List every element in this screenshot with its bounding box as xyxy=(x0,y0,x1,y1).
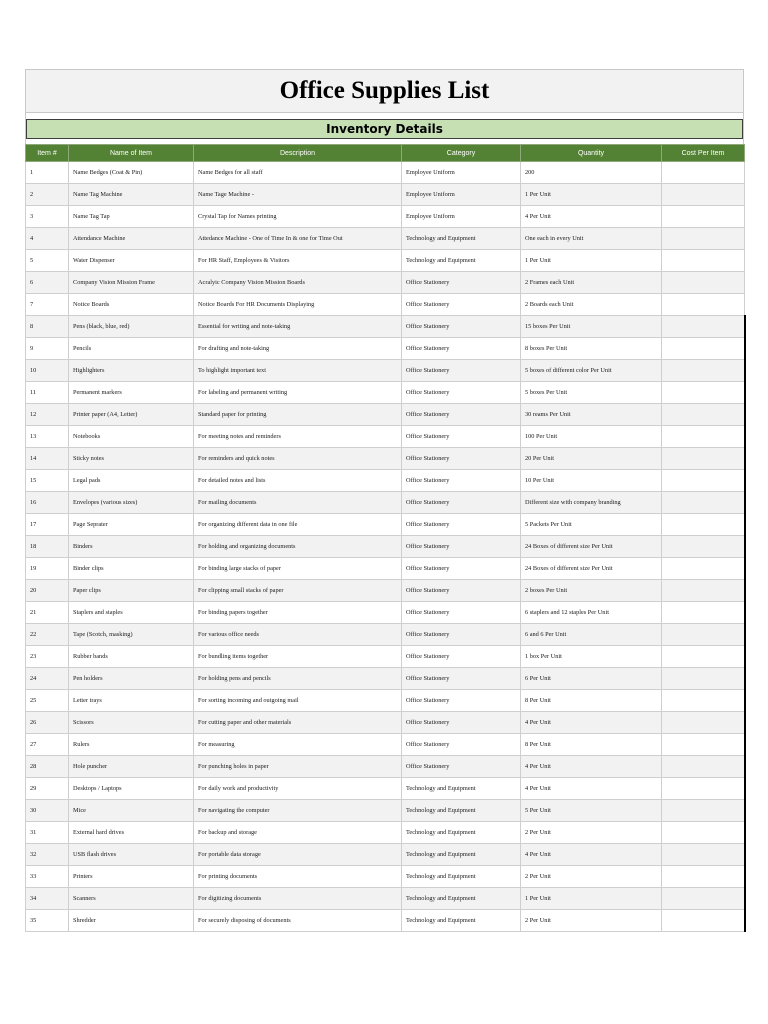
cell-cost xyxy=(662,338,745,360)
table-row xyxy=(26,382,745,404)
cell-cost xyxy=(662,602,745,624)
cell-name: Letter trays xyxy=(69,690,194,712)
cell-category: Technology and Equipment xyxy=(402,250,521,272)
cell-quantity: 2 Boards each Unit xyxy=(521,294,662,316)
cell-item-number: 32 xyxy=(26,844,69,866)
cell-category: Office Stationery xyxy=(402,624,521,646)
column-header-name: Name of Item xyxy=(69,145,194,162)
cell-name: Tape (Scotch, masking) xyxy=(69,624,194,646)
cell-item-number: 26 xyxy=(26,712,69,734)
cell-name: Permanent markers xyxy=(69,382,194,404)
cell-description: Name Tage Machine - xyxy=(194,184,402,206)
cell-item-number: 7 xyxy=(26,294,69,316)
cell-description: Crystal Tap for Names printing xyxy=(194,206,402,228)
cell-category: Office Stationery xyxy=(402,536,521,558)
table-header-row xyxy=(26,145,745,162)
table-row xyxy=(26,338,745,360)
cell-quantity: 2 Frames each Unit xyxy=(521,272,662,294)
cell-cost xyxy=(662,800,745,822)
cell-description: For measuring xyxy=(194,734,402,756)
cell-category: Office Stationery xyxy=(402,382,521,404)
table-row xyxy=(26,316,745,338)
cell-category: Office Stationery xyxy=(402,668,521,690)
cell-quantity: 1 Per Unit xyxy=(521,888,662,910)
cell-category: Technology and Equipment xyxy=(402,888,521,910)
cell-category: Employee Uniform xyxy=(402,162,521,184)
table-row xyxy=(26,778,745,800)
cell-category: Office Stationery xyxy=(402,734,521,756)
cell-category: Office Stationery xyxy=(402,690,521,712)
column-header-description: Description xyxy=(194,145,402,162)
cell-name: Company Vision Mission Frame xyxy=(69,272,194,294)
cell-name: Notice Boards xyxy=(69,294,194,316)
table-row xyxy=(26,844,745,866)
cell-name: Scissors xyxy=(69,712,194,734)
cell-item-number: 3 xyxy=(26,206,69,228)
section-subtitle: Inventory Details xyxy=(26,119,743,139)
cell-quantity: 20 Per Unit xyxy=(521,448,662,470)
cell-description: For labeling and permanent writing xyxy=(194,382,402,404)
cell-description: For sorting incoming and outgoing mail xyxy=(194,690,402,712)
cell-description: Name Bedges for all staff xyxy=(194,162,402,184)
cell-description: For various office needs xyxy=(194,624,402,646)
cell-description: Attedance Machine - One of Time In & one for Time Out xyxy=(194,228,402,250)
cell-item-number: 21 xyxy=(26,602,69,624)
cell-item-number: 22 xyxy=(26,624,69,646)
cell-description: To highlight important text xyxy=(194,360,402,382)
column-header-item-number: Item # xyxy=(26,145,69,162)
cell-quantity: 6 Per Unit xyxy=(521,668,662,690)
cell-item-number: 24 xyxy=(26,668,69,690)
cell-category: Technology and Equipment xyxy=(402,800,521,822)
cell-cost xyxy=(662,382,745,404)
cell-name: Desktops / Laptops xyxy=(69,778,194,800)
table-row xyxy=(26,184,745,206)
cell-quantity: 30 reams Per Unit xyxy=(521,404,662,426)
table-row xyxy=(26,250,745,272)
table-row xyxy=(26,910,745,932)
cell-item-number: 1 xyxy=(26,162,69,184)
cell-cost xyxy=(662,514,745,536)
cell-description: For holding and organizing documents xyxy=(194,536,402,558)
cell-description: Acralyic Company Vision Mission Boards xyxy=(194,272,402,294)
cell-quantity: One each in every Unit xyxy=(521,228,662,250)
cell-quantity: 8 Per Unit xyxy=(521,734,662,756)
cell-quantity: 8 Per Unit xyxy=(521,690,662,712)
cell-category: Office Stationery xyxy=(402,602,521,624)
cell-name: Rubber bands xyxy=(69,646,194,668)
cell-quantity: 2 Per Unit xyxy=(521,822,662,844)
cell-quantity: 5 Packets Per Unit xyxy=(521,514,662,536)
cell-description: For reminders and quick notes xyxy=(194,448,402,470)
cell-name: Rulers xyxy=(69,734,194,756)
cell-cost xyxy=(662,228,745,250)
cell-description: For punching holes in paper xyxy=(194,756,402,778)
cell-cost xyxy=(662,646,745,668)
cell-name: External hard drives xyxy=(69,822,194,844)
cell-quantity: 2 Per Unit xyxy=(521,866,662,888)
cell-name: Printers xyxy=(69,866,194,888)
cell-category: Employee Uniform xyxy=(402,184,521,206)
cell-name: Attendance Machine xyxy=(69,228,194,250)
cell-cost xyxy=(662,822,745,844)
cell-cost xyxy=(662,580,745,602)
cell-category: Technology and Equipment xyxy=(402,910,521,932)
cell-cost xyxy=(662,778,745,800)
cell-cost xyxy=(662,624,745,646)
table-row xyxy=(26,360,745,382)
table-row xyxy=(26,470,745,492)
cell-quantity: 15 boxes Per Unit xyxy=(521,316,662,338)
table-row xyxy=(26,558,745,580)
cell-item-number: 29 xyxy=(26,778,69,800)
cell-quantity: 24 Boxes of different size Per Unit xyxy=(521,536,662,558)
cell-description: For binding papers together xyxy=(194,602,402,624)
cell-description: For daily work and productivity xyxy=(194,778,402,800)
cell-cost xyxy=(662,360,745,382)
cell-quantity: 1 Per Unit xyxy=(521,250,662,272)
cell-name: Legal pads xyxy=(69,470,194,492)
table-row xyxy=(26,514,745,536)
cell-cost xyxy=(662,910,745,932)
cell-name: Pen holders xyxy=(69,668,194,690)
table-row xyxy=(26,712,745,734)
table-body xyxy=(26,162,745,932)
column-header-category: Category xyxy=(402,145,521,162)
cell-cost xyxy=(662,536,745,558)
cell-item-number: 14 xyxy=(26,448,69,470)
table-row xyxy=(26,294,745,316)
cell-name: Name Tag Machine xyxy=(69,184,194,206)
cell-description: For bundling items together xyxy=(194,646,402,668)
cell-item-number: 9 xyxy=(26,338,69,360)
cell-item-number: 15 xyxy=(26,470,69,492)
cell-category: Office Stationery xyxy=(402,646,521,668)
cell-cost xyxy=(662,492,745,514)
cell-description: Essential for writing and note-taking xyxy=(194,316,402,338)
cell-category: Office Stationery xyxy=(402,470,521,492)
cell-quantity: 4 Per Unit xyxy=(521,844,662,866)
cell-cost xyxy=(662,690,745,712)
table-row xyxy=(26,536,745,558)
cell-item-number: 20 xyxy=(26,580,69,602)
cell-description: For holding pens and pencils xyxy=(194,668,402,690)
cell-quantity: 6 and 6 Per Unit xyxy=(521,624,662,646)
table-row xyxy=(26,690,745,712)
cell-category: Office Stationery xyxy=(402,338,521,360)
cell-cost xyxy=(662,404,745,426)
cell-description: For mailing documents xyxy=(194,492,402,514)
cell-item-number: 27 xyxy=(26,734,69,756)
cell-item-number: 11 xyxy=(26,382,69,404)
cell-item-number: 23 xyxy=(26,646,69,668)
cell-category: Technology and Equipment xyxy=(402,228,521,250)
cell-item-number: 19 xyxy=(26,558,69,580)
cell-description: Standard paper for printing xyxy=(194,404,402,426)
column-header-cost: Cost Per Item xyxy=(662,145,745,162)
subtitle-band xyxy=(25,113,744,144)
table-row xyxy=(26,492,745,514)
cell-item-number: 16 xyxy=(26,492,69,514)
cell-item-number: 8 xyxy=(26,316,69,338)
cell-name: Binders xyxy=(69,536,194,558)
cell-category: Office Stationery xyxy=(402,294,521,316)
cell-quantity: 2 boxes Per Unit xyxy=(521,580,662,602)
table-row xyxy=(26,668,745,690)
cell-description: For navigating the computer xyxy=(194,800,402,822)
table-row xyxy=(26,756,745,778)
cell-category: Employee Uniform xyxy=(402,206,521,228)
cell-category: Office Stationery xyxy=(402,360,521,382)
cell-description: For detailed notes and lists xyxy=(194,470,402,492)
cell-category: Technology and Equipment xyxy=(402,866,521,888)
cell-cost xyxy=(662,558,745,580)
cell-quantity: 4 Per Unit xyxy=(521,756,662,778)
cell-item-number: 17 xyxy=(26,514,69,536)
cell-cost xyxy=(662,712,745,734)
cell-category: Office Stationery xyxy=(402,558,521,580)
cell-description: For meeting notes and reminders xyxy=(194,426,402,448)
cell-quantity: 4 Per Unit xyxy=(521,206,662,228)
cell-cost xyxy=(662,294,745,316)
cell-cost xyxy=(662,734,745,756)
cell-cost xyxy=(662,206,745,228)
cell-name: Envelopes (various sizes) xyxy=(69,492,194,514)
table-row xyxy=(26,602,745,624)
table-row xyxy=(26,162,745,184)
cell-quantity: 4 Per Unit xyxy=(521,778,662,800)
cell-cost xyxy=(662,272,745,294)
cell-description: For backup and storage xyxy=(194,822,402,844)
cell-category: Office Stationery xyxy=(402,756,521,778)
cell-name: Printer paper (A4, Letter) xyxy=(69,404,194,426)
cell-cost xyxy=(662,756,745,778)
cell-cost xyxy=(662,668,745,690)
cell-item-number: 10 xyxy=(26,360,69,382)
cell-name: Mice xyxy=(69,800,194,822)
table-row xyxy=(26,228,745,250)
cell-description: For clipping small stacks of paper xyxy=(194,580,402,602)
cell-cost xyxy=(662,162,745,184)
cell-item-number: 4 xyxy=(26,228,69,250)
table-row xyxy=(26,888,745,910)
cell-item-number: 34 xyxy=(26,888,69,910)
inventory-table xyxy=(25,144,746,932)
cell-cost xyxy=(662,470,745,492)
cell-name: Name Bedges (Coat & Pin) xyxy=(69,162,194,184)
cell-name: Pencils xyxy=(69,338,194,360)
cell-cost xyxy=(662,184,745,206)
cell-quantity: 4 Per Unit xyxy=(521,712,662,734)
table-row xyxy=(26,646,745,668)
table-row xyxy=(26,822,745,844)
cell-description: For printing documents xyxy=(194,866,402,888)
cell-category: Office Stationery xyxy=(402,272,521,294)
cell-name: Sticky notes xyxy=(69,448,194,470)
table-row xyxy=(26,448,745,470)
cell-item-number: 30 xyxy=(26,800,69,822)
table-row xyxy=(26,580,745,602)
cell-item-number: 5 xyxy=(26,250,69,272)
cell-name: Pens (black, blue, red) xyxy=(69,316,194,338)
cell-name: USB flash drives xyxy=(69,844,194,866)
cell-category: Office Stationery xyxy=(402,316,521,338)
cell-item-number: 25 xyxy=(26,690,69,712)
page-title: Office Supplies List xyxy=(25,69,744,113)
cell-category: Office Stationery xyxy=(402,492,521,514)
cell-quantity: 6 staplers and 12 staples Per Unit xyxy=(521,602,662,624)
column-header-quantity: Quantity xyxy=(521,145,662,162)
cell-item-number: 13 xyxy=(26,426,69,448)
cell-quantity: 200 xyxy=(521,162,662,184)
cell-cost xyxy=(662,316,745,338)
cell-item-number: 12 xyxy=(26,404,69,426)
cell-quantity: Different size with company branding xyxy=(521,492,662,514)
spreadsheet-page xyxy=(25,69,744,932)
cell-name: Paper clips xyxy=(69,580,194,602)
cell-name: Water Dispenser xyxy=(69,250,194,272)
table-row xyxy=(26,404,745,426)
cell-cost xyxy=(662,844,745,866)
cell-name: Notebooks xyxy=(69,426,194,448)
cell-description: For cutting paper and other materials xyxy=(194,712,402,734)
cell-description: For digitizing documents xyxy=(194,888,402,910)
cell-item-number: 28 xyxy=(26,756,69,778)
cell-category: Office Stationery xyxy=(402,448,521,470)
cell-name: Page Seprater xyxy=(69,514,194,536)
table-row xyxy=(26,866,745,888)
cell-quantity: 5 boxes of different color Per Unit xyxy=(521,360,662,382)
cell-description: For portable data storage xyxy=(194,844,402,866)
cell-quantity: 24 Boxes of different size Per Unit xyxy=(521,558,662,580)
cell-item-number: 33 xyxy=(26,866,69,888)
cell-quantity: 1 Per Unit xyxy=(521,184,662,206)
cell-category: Office Stationery xyxy=(402,712,521,734)
cell-category: Technology and Equipment xyxy=(402,778,521,800)
cell-quantity: 2 Per Unit xyxy=(521,910,662,932)
cell-item-number: 18 xyxy=(26,536,69,558)
cell-description: For organizing different data in one file xyxy=(194,514,402,536)
cell-cost xyxy=(662,866,745,888)
cell-item-number: 2 xyxy=(26,184,69,206)
cell-quantity: 5 Per Unit xyxy=(521,800,662,822)
cell-quantity: 8 boxes Per Unit xyxy=(521,338,662,360)
cell-name: Hole puncher xyxy=(69,756,194,778)
cell-cost xyxy=(662,426,745,448)
cell-quantity: 100 Per Unit xyxy=(521,426,662,448)
cell-description: For HR Staff, Employees & Visitors xyxy=(194,250,402,272)
cell-name: Scanners xyxy=(69,888,194,910)
cell-category: Office Stationery xyxy=(402,514,521,536)
cell-category: Technology and Equipment xyxy=(402,822,521,844)
cell-item-number: 6 xyxy=(26,272,69,294)
cell-description: Notice Boards For HR Documents Displaying xyxy=(194,294,402,316)
cell-quantity: 10 Per Unit xyxy=(521,470,662,492)
cell-category: Technology and Equipment xyxy=(402,844,521,866)
cell-item-number: 31 xyxy=(26,822,69,844)
cell-name: Shredder xyxy=(69,910,194,932)
cell-description: For securely disposing of documents xyxy=(194,910,402,932)
cell-quantity: 1 box Per Unit xyxy=(521,646,662,668)
cell-description: For binding large stacks of paper xyxy=(194,558,402,580)
cell-quantity: 5 boxes Per Unit xyxy=(521,382,662,404)
table-row xyxy=(26,800,745,822)
cell-name: Highlighters xyxy=(69,360,194,382)
cell-name: Name Tag Tap xyxy=(69,206,194,228)
cell-category: Office Stationery xyxy=(402,404,521,426)
table-row xyxy=(26,734,745,756)
table-row xyxy=(26,426,745,448)
cell-category: Office Stationery xyxy=(402,580,521,602)
cell-name: Binder clips xyxy=(69,558,194,580)
table-row xyxy=(26,206,745,228)
cell-name: Staplers and staples xyxy=(69,602,194,624)
cell-item-number: 35 xyxy=(26,910,69,932)
cell-category: Office Stationery xyxy=(402,426,521,448)
cell-description: For drafting and note-taking xyxy=(194,338,402,360)
cell-cost xyxy=(662,250,745,272)
cell-cost xyxy=(662,448,745,470)
cell-cost xyxy=(662,888,745,910)
table-row xyxy=(26,272,745,294)
table-row xyxy=(26,624,745,646)
